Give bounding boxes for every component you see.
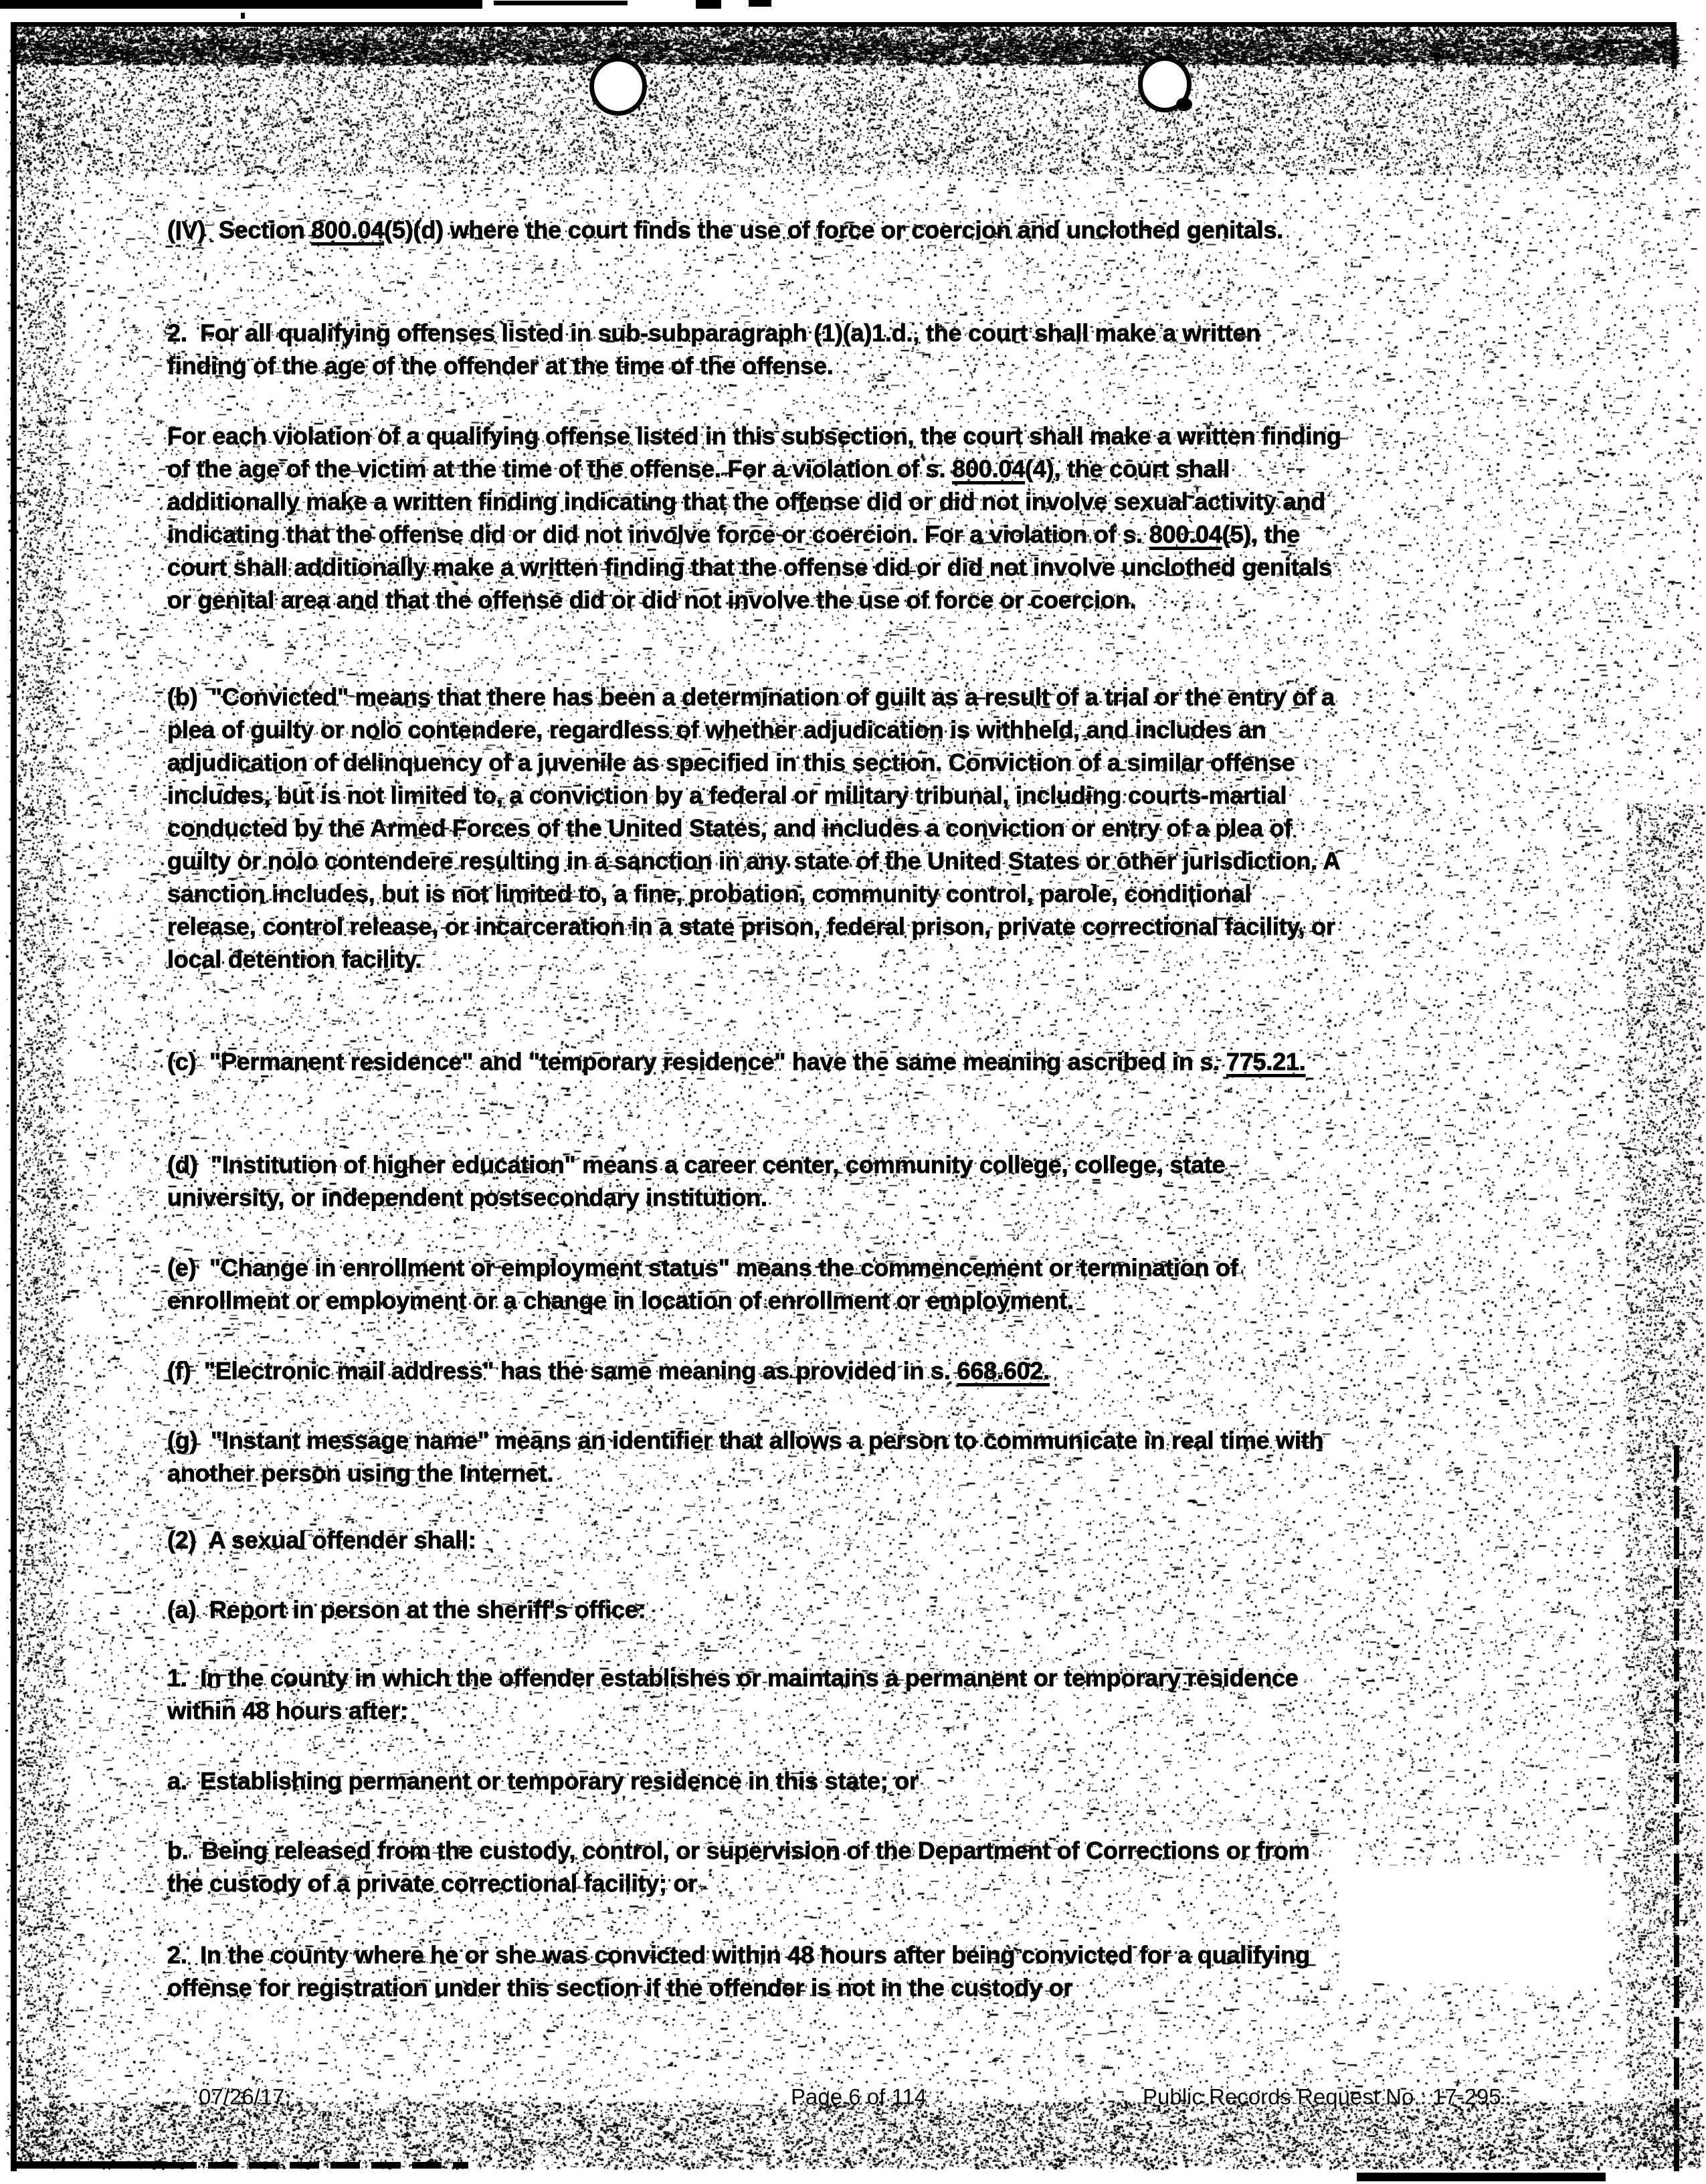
subsection-2-offender-shall — [167, 1524, 1343, 1556]
definition-institution-higher-education — [167, 1148, 1343, 1214]
text-segment: (5), the court shall additionally make a written finding that the offense did or did not involve unclothed genitals or genital area and that the offense did or did not involve the use of force or coercion. — [167, 521, 1339, 614]
statute-reference: 775.21. — [1226, 1048, 1306, 1075]
text-segment: (b) "Convicted" means that there has been a determination of guilt as a result of a trial or the entry of a plea of guilty or nolo contendere, regardless of whether adjudication is withheld, and includes an adjudication of delinquency of a juvenile as specified in this section. Conviction of a similar offense includes, but is not limited to, a conviction by a federal or military tribunal, including courts-martial conducted by the Armed Forces of the United States, and includes a conviction or entry of a plea of guilty or nolo contendere resulting in a sanction in any state of the United States or other jurisdiction. A sanction includes, but is not limited to, a fine, probation, community control, parole, conditional release, control release, or incarceration in a state prison, federal prison, private correctional facility, or local detention facility. — [167, 683, 1346, 973]
statute-reference: 800.04 — [1149, 521, 1222, 548]
item-a-report-in-person — [167, 1593, 1343, 1626]
clause-2-age-finding — [167, 316, 1343, 382]
text-segment: 2. In the county where he or she was convicted within 48 hours after being convicted for a qualifying offense for registration under this section if the offender is not in the custody or — [167, 1941, 1317, 2001]
text-segment: (e) "Change in enrollment or employment status" means the commencement or termination of enrollment or employment or a change in location of enrollment or employment. — [167, 1254, 1245, 1314]
definition-permanent-residence — [167, 1045, 1343, 1078]
text-segment: b. Being released from the custody, control, or supervision of the Department of Corrections or from the custody of a private correctional facility; or — [167, 1837, 1317, 1897]
text-segment: (d) "Institution of higher education" means a career center, community college, college, state university, or independent postsecondary institution. — [167, 1151, 1232, 1211]
definition-change-enrollment-employment — [167, 1251, 1343, 1317]
item-2-county-convicted — [167, 1938, 1343, 2004]
item-a-establishing-residence — [167, 1764, 1343, 1797]
text-segment: 2. For all qualifying offenses listed in sub-subparagraph (1)(a)1.d., the court shall make a written finding of the age of the offender at the time of the offense. — [167, 319, 1267, 379]
text-segment: (2) A sexual offender shall: — [167, 1526, 476, 1554]
text-segment: For each violation of a qualifying offense listed in this subsection, the court shall make a written finding of the age of the victim at the time of the offense. For a violation of s. — [167, 422, 1348, 482]
text-segment: (g) "Instant message name" means an identifier that allows a person to communicate in real time with another person using the Internet. — [167, 1427, 1331, 1487]
statute-reference: 800.04 — [311, 216, 385, 244]
text-segment: (5)(d) where the court finds the use of force or coercion and unclothed genitals. — [384, 216, 1284, 244]
clause-iv-force-coercion — [167, 213, 1343, 246]
statute-reference: 668.602. — [957, 1357, 1050, 1384]
text-segment: (a) Report in person at the sheriff's office: — [167, 1596, 646, 1623]
footer-request-number: Public Records Request No.: 17-295 — [1143, 2084, 1501, 2109]
footer-date: 07/26/17 — [199, 2084, 285, 2109]
clause-victim-age-findings — [167, 420, 1348, 616]
definition-electronic-mail-address — [167, 1354, 1343, 1387]
text-segment: 1. In the county in which the offender establishes or maintains a permanent or temporary residence within 48 hours after: — [167, 1664, 1305, 1724]
text-segment: (IV) Section — [167, 216, 312, 244]
definition-instant-message-name — [167, 1424, 1343, 1489]
statute-reference: 800.04 — [952, 455, 1026, 482]
definition-convicted — [167, 680, 1346, 976]
footer-page-number: Page 6 of 114 — [791, 2084, 927, 2109]
item-1-county-of-residence — [167, 1661, 1343, 1727]
text-segment: a. Establishing permanent or temporary residence in this state; or — [167, 1767, 919, 1795]
text-segment: (4), the court shall additionally make a written finding indicating that the offense did or did not involve sexual activity and indicating that the offense did or did not involve force or coercion. For a violation of s. — [167, 455, 1332, 548]
text-segment: (f) "Electronic mail address" has the same meaning as provided in s. — [167, 1357, 957, 1384]
text-segment: (c) "Permanent residence" and "temporary residence" have the same meaning ascribed in s. — [167, 1048, 1226, 1075]
item-b-released-from-custody — [167, 1834, 1343, 1900]
